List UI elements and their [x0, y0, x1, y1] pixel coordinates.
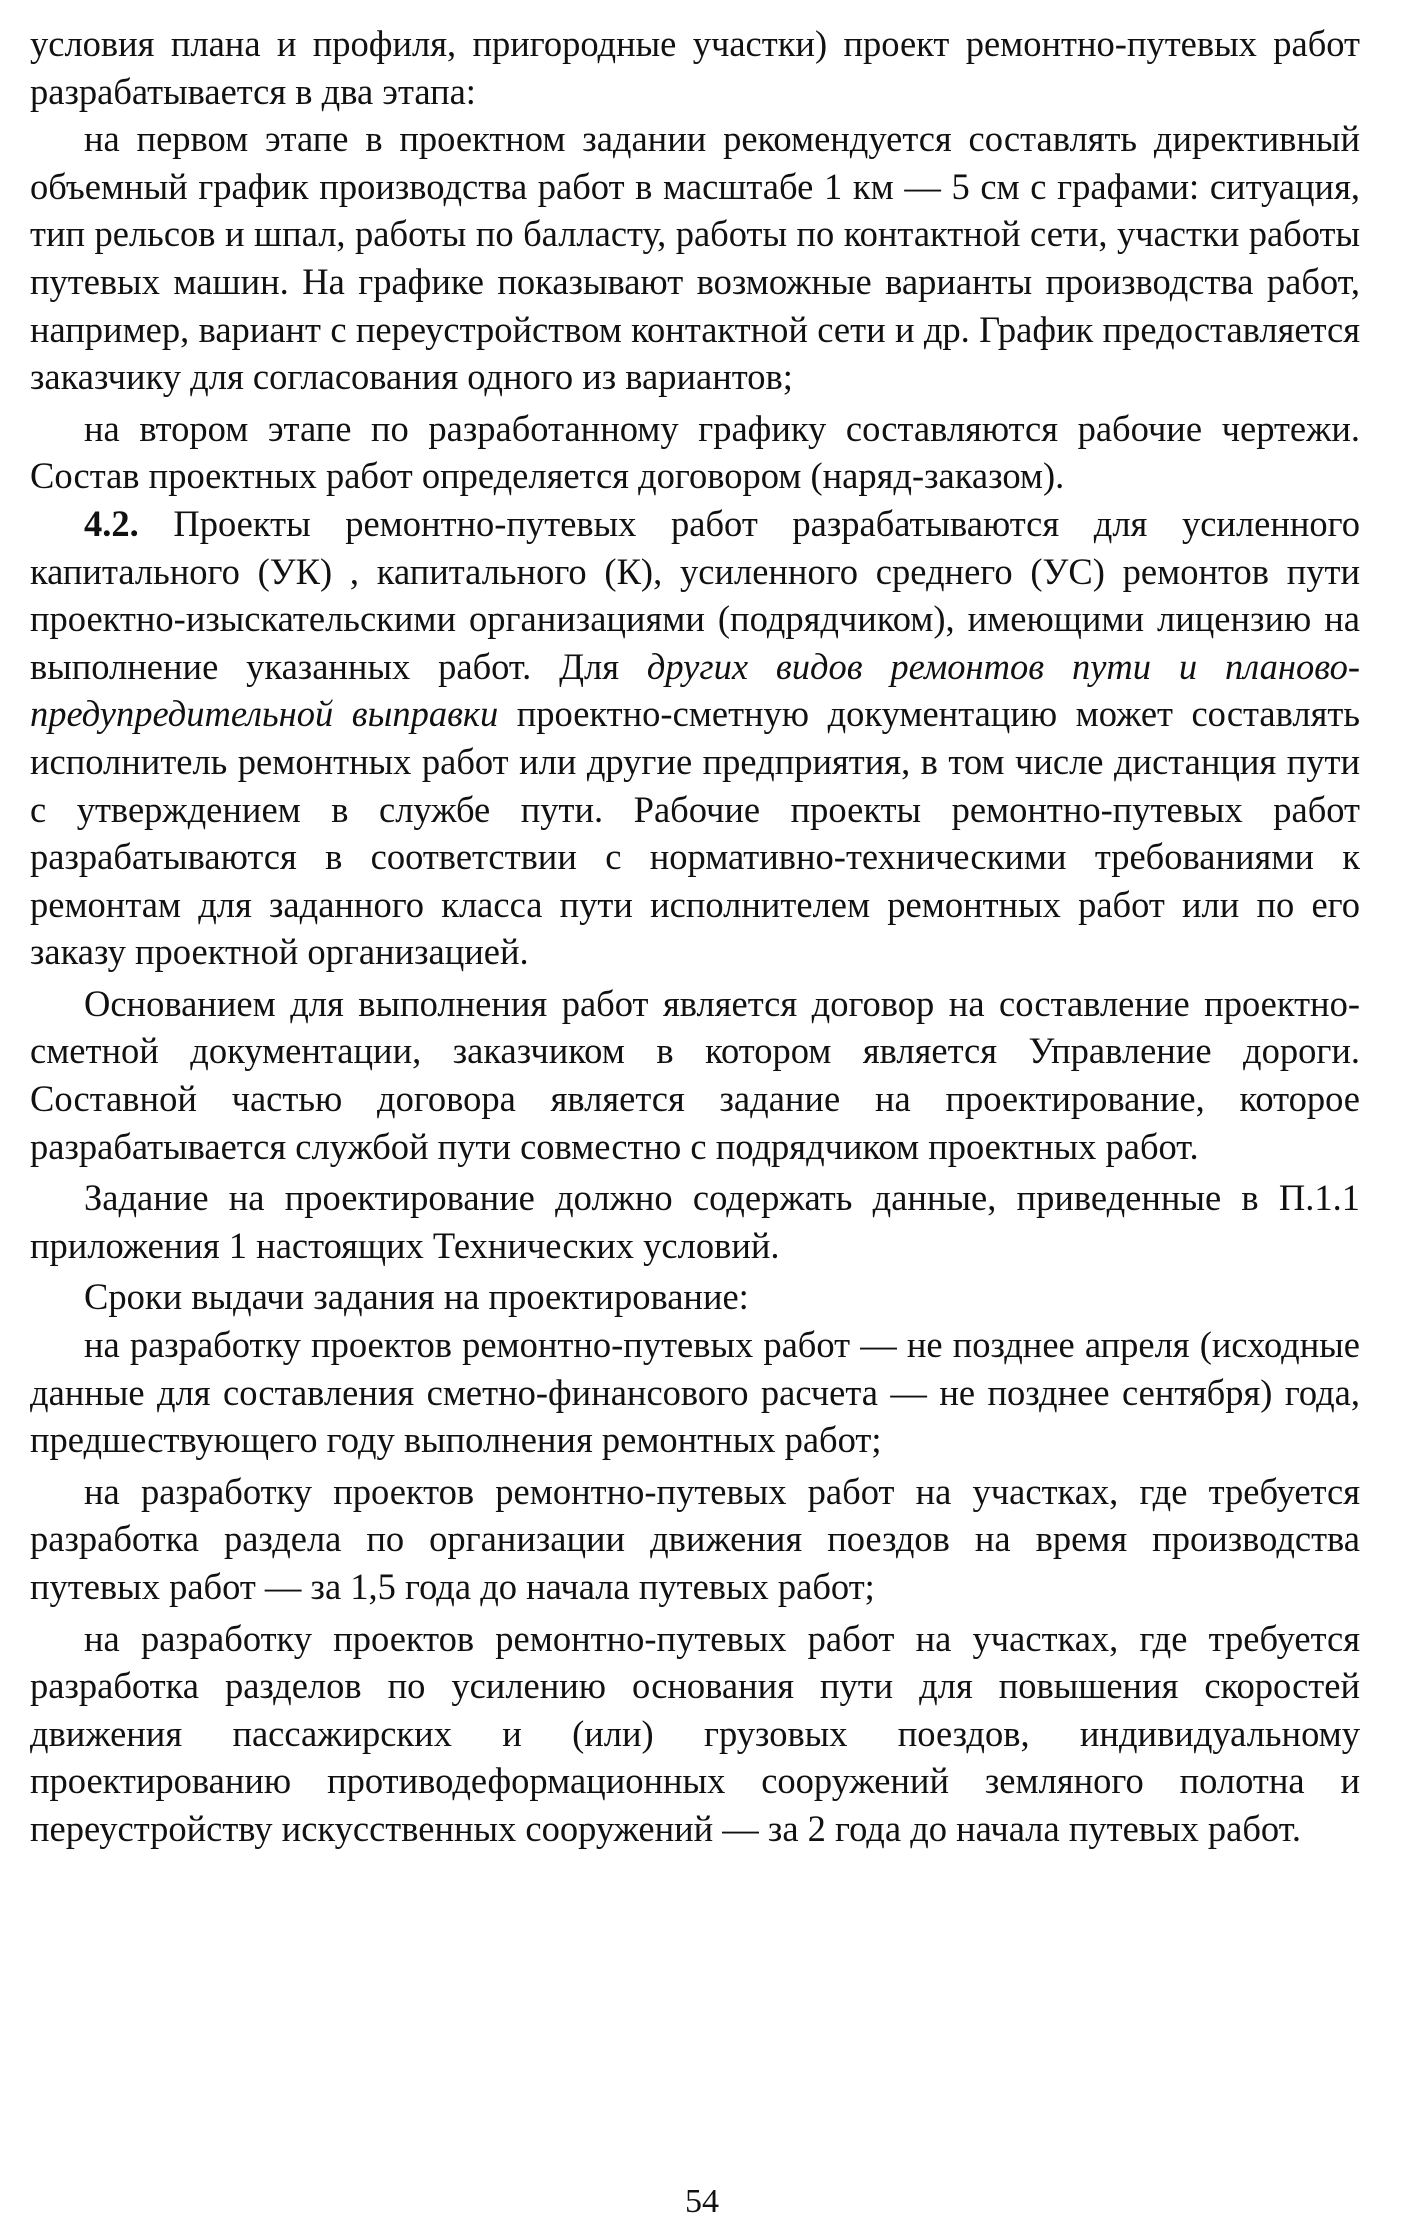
section-number: 4.2. — [84, 502, 139, 544]
paragraph-continuation: условия плана и профиля, пригородные участки) проект ремонтно-путевых работ разрабатывается в два этапа: — [30, 23, 1360, 112]
paragraph-task-content: Задание на проектирование должно содержать данные, приведенные в П.1.1 приложения 1 настоящих Технических условий. — [30, 1177, 1360, 1266]
paragraph-deadlines-heading: Сроки выдачи задания на проектирование: — [84, 1276, 749, 1318]
page-body — [30, 20, 1360, 1853]
section-text-b: проектно-сметную документацию может составлять исполнитель ремонтных работ или другие предприятия, в том числе дистанция пути с утверждением в службе пути. Рабочие проекты ремонтно-путевых работ разрабатываются в соответствии с нормативно-техническими требованиями к ремонтам для заданного класса пути исполнителем ремонтных работ или по его заказу проектной организацией. — [30, 693, 1360, 973]
paragraph-deadline-2-years: на разработку проектов ремонтно-путевых работ на участках, где требуется разработка разделов по усилению основания пути для повышения скоростей движения пассажирских и (или) грузовых поездов, индивидуальному проектированию противодеформационных сооружений земляного полотна и переустройству искусственных сооружений — за 2 года до начала путевых работ. — [30, 1617, 1360, 1849]
paragraph-deadline-april: на разработку проектов ремонтно-путевых работ — не позднее апреля (исходные данные для составления сметно-финансового расчета — не позднее сентября) года, предшествующего году выполнения ремонтных работ; — [30, 1324, 1360, 1461]
section-text-italic: других видов ремонтов пути и планово-предупредительной выправки — [30, 645, 1361, 735]
paragraph-stage-one: на первом этапе в проектном задании рекомендуется составлять директивный объемный график производства работ в масштабе 1 км — 5 см с графами: ситуация, тип рельсов и шпал, работы по балласту, работы по контактной сети, участки работы путевых машин. На графике показывают возможные варианты производства работ, например, вариант с переустройством контактной сети и др. График предоставляется заказчику для согласования одного из вариантов; — [30, 118, 1360, 398]
paragraph-section-4-2 — [30, 500, 1360, 976]
section-text-a: Проекты ремонтно-путевых работ разрабатываются для усиленного капитального (УК) , капитального (К), усиленного среднего (УС) ремонтов пути проектно-изыскательскими организациями (подрядчиком), имеющими лицензию на выполнение указанных работ. Для — [30, 502, 1360, 687]
paragraph-stage-two: на втором этапе по разработанному графику составляются рабочие чертежи. Состав проектных работ определяется договором (наряд-заказом). — [30, 407, 1360, 497]
paragraph-deadline-1-5-years: на разработку проектов ремонтно-путевых работ на участках, где требуется разработка раздела по организации движения поездов на время производства путевых работ — за 1,5 года до начала путевых работ; — [30, 1470, 1360, 1607]
paragraph-contract: Основанием для выполнения работ является договор на составление проектно-сметной документации, заказчиком в котором является Управление дороги. Составной частью договора является задание на проектирование, которое разрабатывается службой пути совместно с подрядчиком проектных работ. — [30, 982, 1360, 1167]
page-number: 54 — [685, 2183, 719, 2220]
